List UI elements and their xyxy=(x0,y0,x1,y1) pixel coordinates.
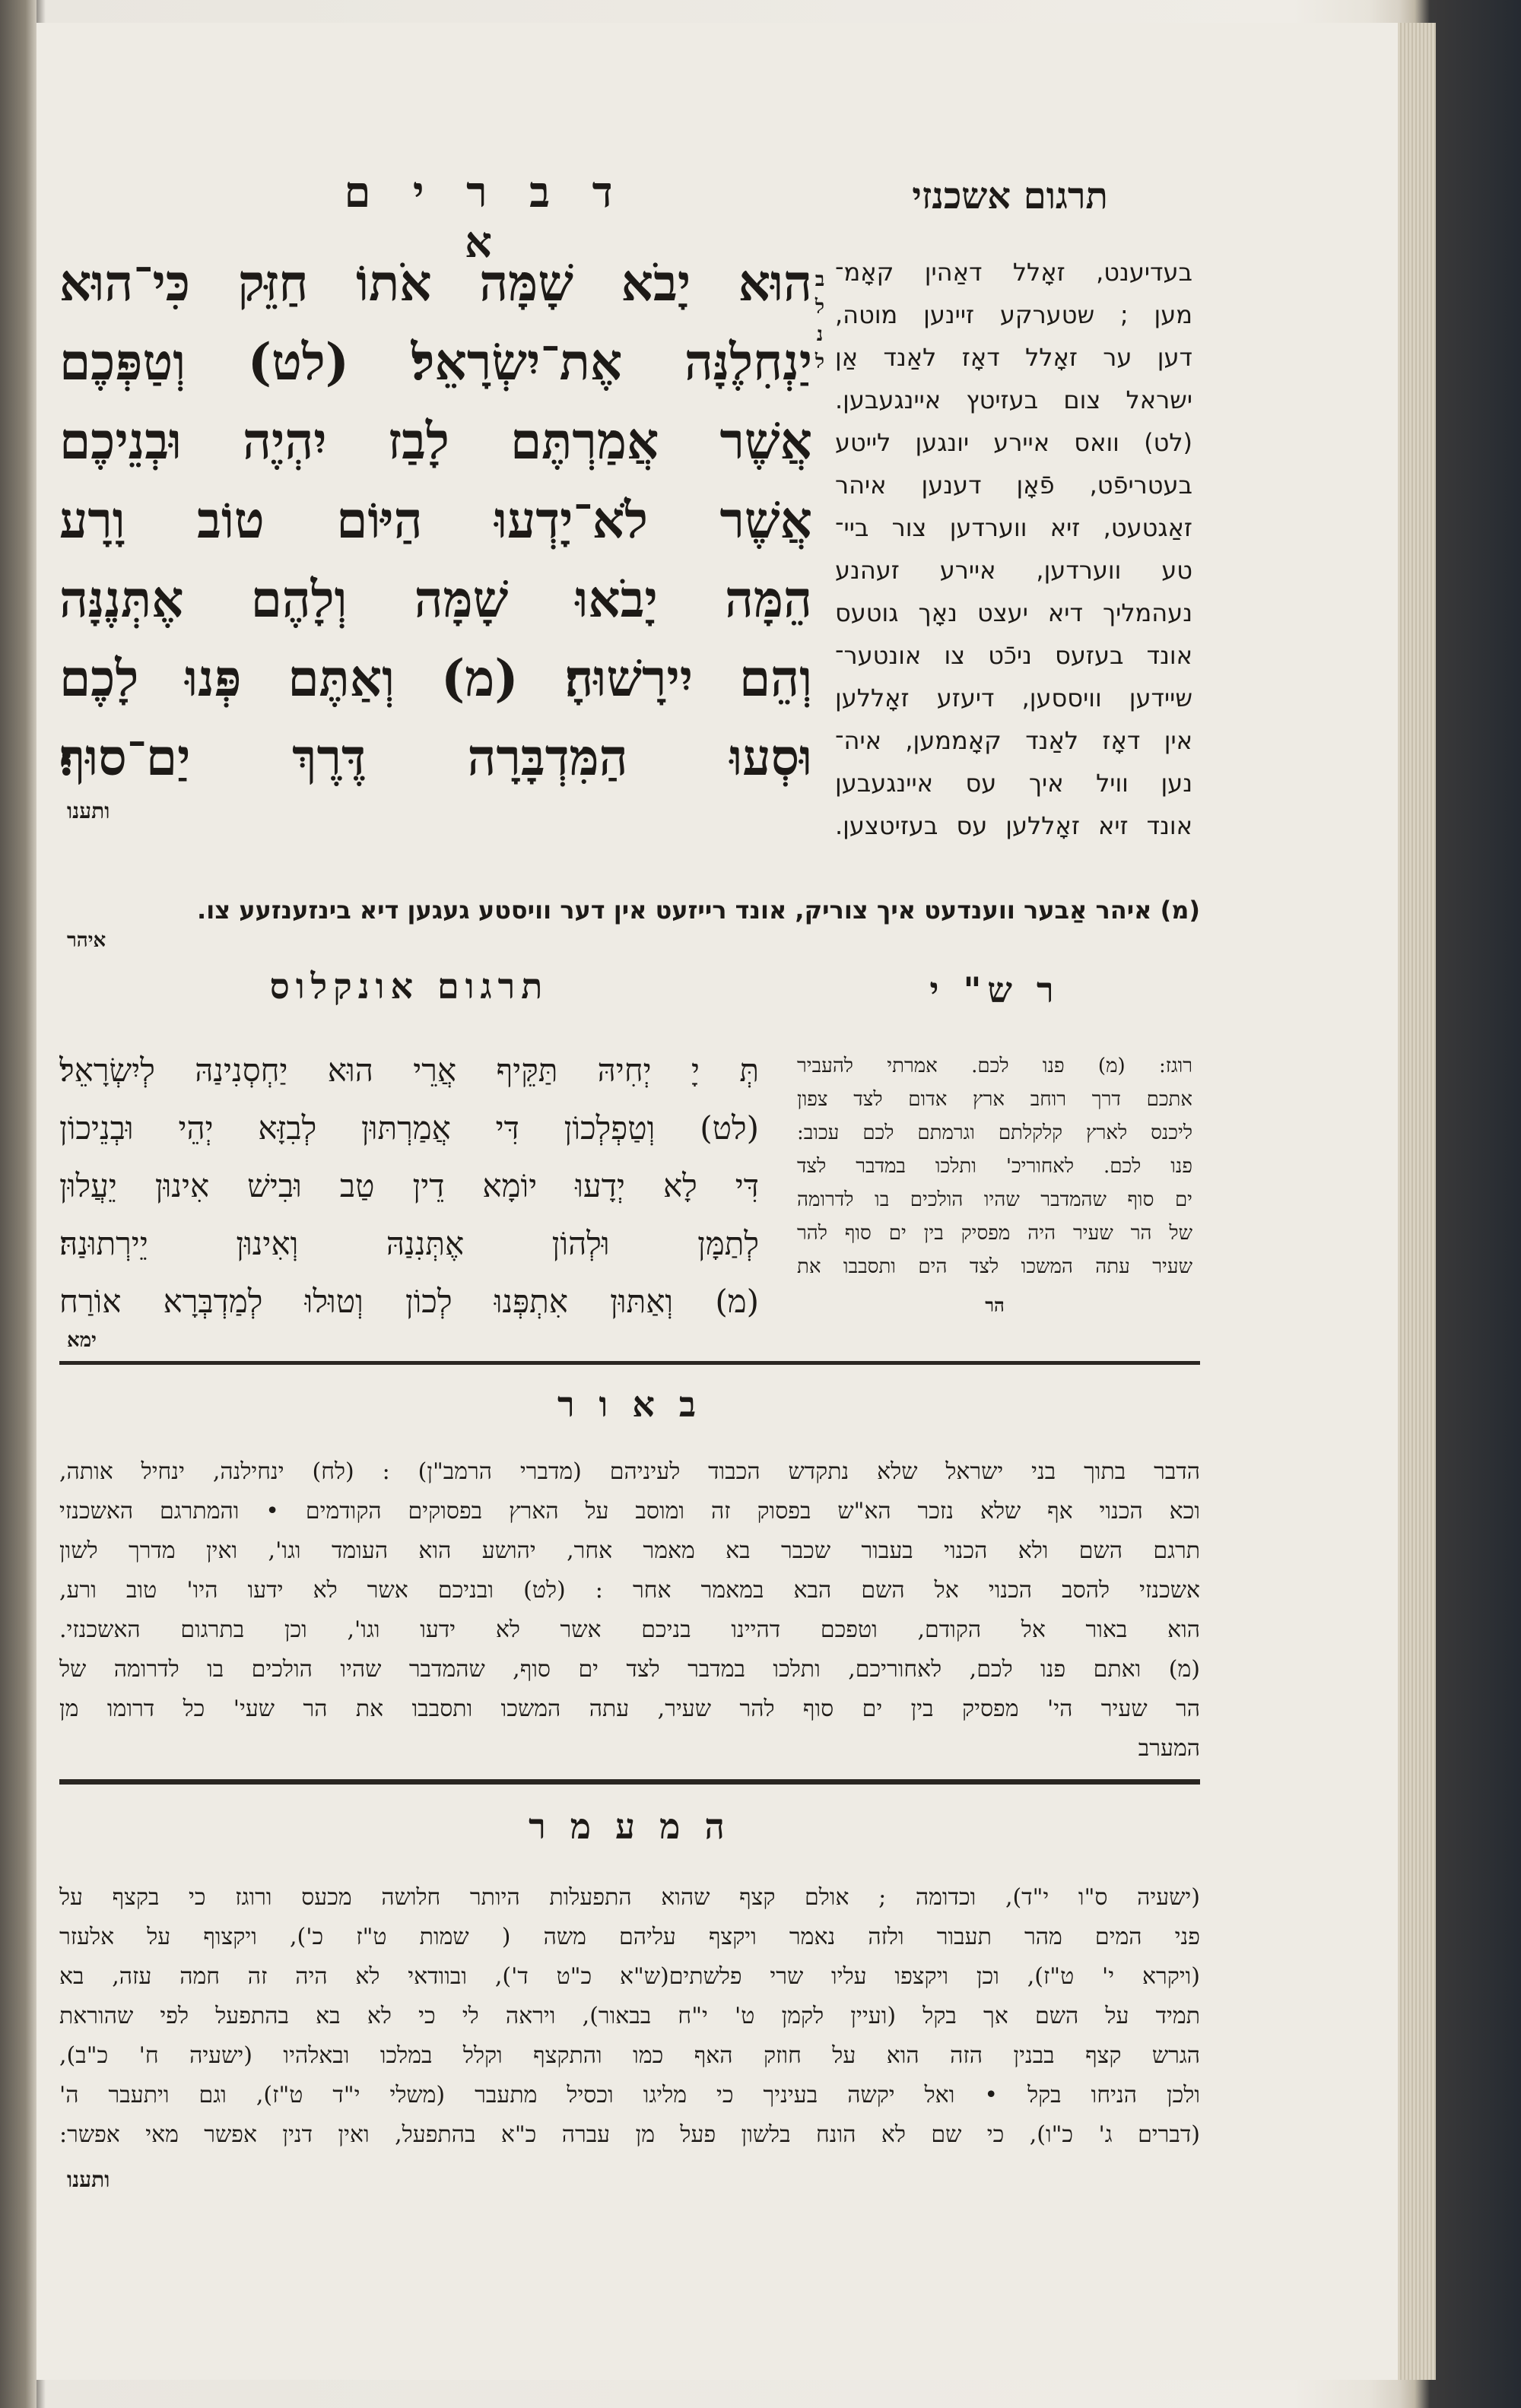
rashi-catchword: הר xyxy=(985,1294,1005,1316)
hameamer-catchword: ותענו xyxy=(67,2167,110,2192)
targum-continuation-line: (מ) איהר אַבער ווענדעט איך צוריק, אונד רייזעט אין דער וויסטע געגען דיא בינזענזעע צו. xyxy=(197,896,1200,925)
hameamer-line: פני המים מהר תעבור ולזה נאמר ויקצף עליהם משה ( שמות ט"ז כ'), ויקצוף על אלעזר xyxy=(59,1924,1200,1950)
biur-text xyxy=(59,1452,1200,1769)
margin-markers xyxy=(801,266,839,376)
targum-line: נען וויל איך עס איינגעבען xyxy=(835,769,1192,798)
hameamer-line: (דברים ג' כ"ו), כי שם לא הונח בלשון פעל מן עברה כ"א בהתפעל, ואין דנין אפשר מאי אפשר: xyxy=(59,2121,1200,2148)
targum-line: אין דאָז לאַנד קאָממען, איה־ xyxy=(835,726,1192,755)
verse-catchword: ותענו xyxy=(67,798,110,823)
targum-line: טע ווערדען, איירע זעהנע xyxy=(835,556,1192,585)
targum-line: בעדיענט, זאָלל דאַהין קאָמ־ xyxy=(835,258,1192,287)
rashi-text xyxy=(797,1049,1192,1283)
biur-line: הר שעיר הי' מפסיק בין ים סוף להר שעיר, עתה המשכו ותסבבו את הר שעי' כל דרומו מן xyxy=(59,1696,1200,1722)
book-binding-left xyxy=(0,0,37,2408)
onkelos-line: תְּ יָ יְחִיהּ תַּקֵּיף אֲרֵי הוּא יַחְסְנִינַהּ לְיִשְׂרָאֵל׃ xyxy=(59,1052,759,1089)
rashi-line: של הר שעיר היה מפסיק בין ים סוף להר xyxy=(797,1222,1192,1245)
hameamer-line: הגרש קצף בבנין הזה הוא על חוזק האף כמו והתקצף וקלל במלכו ובאלהיו (ישעיה ח' כ"ב), xyxy=(59,2042,1200,2069)
rashi-line: רוגז: (מ) פנו לכם. אמרתי להעביר xyxy=(797,1055,1192,1077)
targum-line: זאַגטעט, זיא ווערדען צור ביי־ xyxy=(835,513,1192,542)
verse-line: וּסְעוּ הַמִּדְבָּרָה דֶּרֶךְ יַם־סוּף׃ xyxy=(59,728,812,787)
onkelos-line: (מ) וְאַתּוּן אִתְפְּנוּ לְכוֹן וְטוּלוּ לְמַדְבְּרָא אוֹרַח xyxy=(59,1283,759,1320)
hameamer-line: (ויקרא י' ט"ז), וכן ויקצפו עליו שרי פלשתים(ש"א כ"ט ד'), ובוודאי לא היה זה חמה עזה, בא xyxy=(59,1963,1200,1990)
rashi-line: פנו לכם. לאחוריכ' ותלכו במדבר לצד xyxy=(797,1155,1192,1178)
page-edges xyxy=(1398,23,1436,2380)
onkelos-line: דִּי לָא יְדָעוּ יוֹמָא דֵין טַב וּבִישׁ אִינוּן יֵעֲלוּן xyxy=(59,1167,759,1204)
running-head-targum: תרגום אשכנזי xyxy=(912,175,1108,217)
torah-verse-text xyxy=(59,243,812,797)
targum-line: ישראל צום בעזיטץ איינגעבען. xyxy=(835,385,1192,414)
targum-line: דען ער זאָלל דאָז לאַנד אַן xyxy=(835,343,1192,372)
verse-line: אֲשֶׁר לֹא־יָדְעוּ הַיּוֹם טוֹב וָרָע xyxy=(59,490,812,550)
onkelos-line: (לט) וְטַפְלְכוֹן דִּי אֲמַרְתּוּן לְבִזָּא יְהֵי וּבְנֵיכוֹן xyxy=(59,1109,759,1147)
onkelos-text xyxy=(59,1042,759,1331)
targum-line: נעהמליך דיא יעצט נאָך גוטעס xyxy=(835,598,1192,627)
targum-line: (לט) וואס איירע יונגען לייטע xyxy=(835,428,1192,457)
targum-line: שיידען וויססען, דיעזע זאָללען xyxy=(835,684,1192,712)
verse-line: הֵמָּה יָבֹאוּ שָׁמָּה וְלָהֶם אֶתְּנֶנָּה xyxy=(59,569,812,629)
section-divider xyxy=(59,1779,1200,1785)
running-head-book: ד ב ר י ם א xyxy=(344,167,627,268)
targum-catchword: איהר xyxy=(67,929,106,952)
targum-line: אונד בעזעס ניכֿט צו אונטער־ xyxy=(835,641,1192,670)
biur-line: הדבר בתוך בני ישראל שלא נתקדש הכבוד לעיניהם (מדברי הרמב"ן) : (לח) ינחילנה, ינחיל אותה, xyxy=(59,1458,1200,1485)
verse-line: יַנְחִלֶנָּה אֶת־יִשְׂרָאֵל׃ (לט) וְטַפְּכֶם xyxy=(59,332,812,392)
verse-line: וְהֵם יִירָשׁוּהָ׃ (מ) וְאַתֶּם פְּנוּ לָכֶם xyxy=(59,649,812,708)
rashi-title: ר ש" י xyxy=(929,969,1060,1010)
biur-line: תרגם השם ולא הכנוי בעבור שכבר בא מאמר אחר, יהושע הוא העומד וגו', ואין מדרך לשון xyxy=(59,1537,1200,1564)
margin-marker: ל xyxy=(814,296,825,319)
margin-marker: נ xyxy=(816,323,824,346)
biur-line: אשכנזי להסב הכנוי אל השם הבא במאמר אחר : (לט) ובניכם אשר לא ידעו היו' טוב ורע, xyxy=(59,1577,1200,1604)
hameamer-title: ה מ ע מ ר xyxy=(529,1806,731,1847)
verse-line: הוּא יָבֹא שָׁמָּה אֹתוֹ חַזֵּק כִּי־הוּא xyxy=(59,253,812,313)
biur-line: המערב xyxy=(1138,1735,1200,1762)
targum-ashkenazi-text xyxy=(835,251,1192,847)
page xyxy=(37,23,1398,2380)
biur-title: ב א ו ר xyxy=(557,1384,703,1425)
biur-line: וכא הכנוי אף שלא נזכר הא"ש בפסוק זה ומוסב על הארץ בפסוקים הקודמים • והמתרגם האשכנזי xyxy=(59,1498,1200,1524)
targum-line: אונד זיא זאָללען עס בעזיטצען. xyxy=(835,811,1192,840)
rashi-line: שעיר עתה המשכו לצד הים ותסבבו את xyxy=(797,1255,1192,1278)
biur-line: הוא באור אל הקודם, וטפכם דהיינו בניכם אשר לא ידעו וגו', וכן בתרגום האשכנזי. xyxy=(59,1616,1200,1643)
margin-marker: ל xyxy=(814,351,825,373)
targum-line: בעטריפֿט, פֿאָן דענען איהר xyxy=(835,471,1192,500)
hameamer-line: תמיד על השם אך בקל (ועיין לקמן ט' י"ח בבאור), ויראה לי כי לא בא בהתפעל לפי שהוראת xyxy=(59,2003,1200,2029)
hameamer-line: ולכן הניחו בקל • ואל יקשה בעיניך כי מליגו וכסיל מתעבר (משלי י"ד ט"ז), וגם ויתעבר ה' xyxy=(59,2082,1200,2108)
rashi-line: ים סוף שהמדבר שהיו הולכים בו לדרומה xyxy=(797,1188,1192,1211)
hameamer-line: (ישעיה ס"ו י"ד), וכדומה ; אולם קצף שהוא התפעלות היותר חלושה מכעס ורוגז כי בקצף על xyxy=(59,1884,1200,1911)
rashi-line: אתכם דרך רוחב ארץ אדום לצד צפון xyxy=(797,1088,1192,1111)
targum-line: מען ; שטערקע זיינען מוטה, xyxy=(835,300,1192,329)
margin-marker: ב xyxy=(814,268,825,291)
onkelos-title: תרגום אונקלוס xyxy=(269,966,549,1007)
rashi-line: ליכנס לארץ קלקלתם וגרמתם לכם עכוב: xyxy=(797,1122,1192,1144)
onkelos-catchword: ימא xyxy=(67,1329,97,1352)
verse-line: אֲשֶׁר אֲמַרְתֶּם לָבַז יִהְיֶה וּבְנֵיכֶם xyxy=(59,411,812,471)
hameamer-text xyxy=(59,1878,1200,2155)
biur-line: (מ) ואתם פנו לכם, לאחוריכם, ותלכו במדבר לצד ים סוף, שהמדבר שהיו הולכים בו לדרומה של xyxy=(59,1656,1200,1683)
section-divider xyxy=(59,1361,1200,1365)
onkelos-line: לְתַמָּן וּלְהוֹן אֶתְּנִנַהּ וְאִינוּן יֵירְתוּנַהּ׃ xyxy=(59,1225,759,1262)
